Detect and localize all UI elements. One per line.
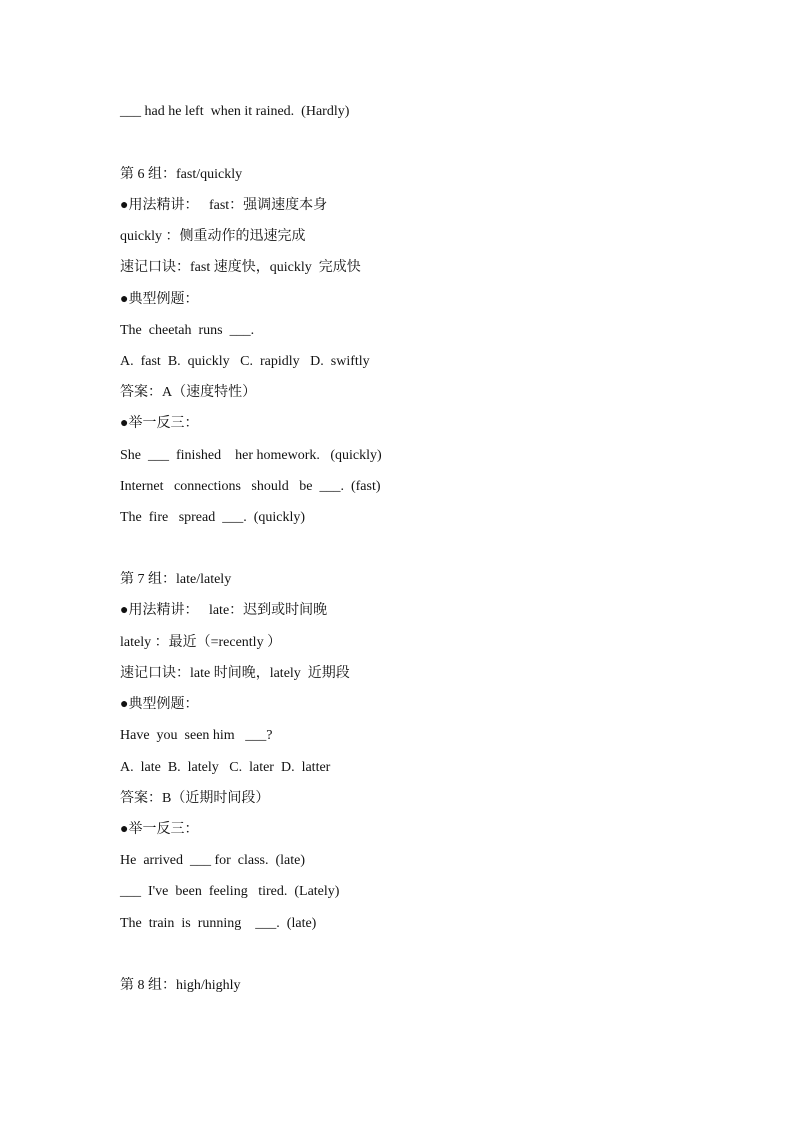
group-7-practice-1: He arrived ___ for class. (late) [120, 853, 306, 868]
group-7-heading: 第 7 组：late/lately [120, 572, 232, 587]
group-6-mnemonic: 速记口诀：fast 速度快，quickly 完成快 [120, 260, 361, 275]
group-6-practice-heading: ●举一反三： [120, 416, 199, 431]
group-7-practice-heading: ●举一反三： [120, 822, 199, 837]
group-6-usage: ●用法精讲： fast：强调速度本身 [120, 198, 328, 213]
group-6-usage-quickly: quickly ：侧重动作的迅速完成 [120, 229, 306, 244]
group-6-answer: 答案：A（速度特性） [120, 385, 257, 400]
group-6-practice-3: The fire spread ___. (quickly) [120, 510, 306, 525]
exercise-line-hardly: ___ had he left when it rained. (Hardly) [120, 104, 350, 119]
group-7-answer: 答案：B（近期时间段） [120, 791, 270, 806]
group-8-heading: 第 8 组：high/highly [120, 978, 241, 993]
group-7-practice-2: ___ I've been feeling tired. (Lately) [120, 884, 340, 899]
group-7-example-question: Have you seen him ___? [120, 728, 273, 743]
group-7-practice-3: The train is running ___. (late) [120, 916, 317, 931]
group-6-example-options: A. fast B. quickly C. rapidly D. swiftly [120, 354, 370, 369]
group-7-mnemonic: 速记口诀：late 时间晚，lately 近期段 [120, 666, 350, 681]
group-7-usage-lately: lately ：最近（=recently ） [120, 635, 282, 650]
group-7-usage: ●用法精讲： late：迟到或时间晚 [120, 603, 328, 618]
group-6-practice-1: She ___ finished her homework. (quickly) [120, 448, 382, 463]
group-6-example-heading: ●典型例题： [120, 292, 199, 307]
group-7-example-heading: ●典型例题： [120, 697, 199, 712]
group-6-heading: 第 6 组：fast/quickly [120, 167, 243, 182]
group-6-example-question: The cheetah runs ___. [120, 323, 255, 338]
group-7-example-options: A. late B. lately C. later D. latter [120, 760, 331, 775]
group-6-practice-2: Internet connections should be ___. (fast) [120, 479, 381, 494]
